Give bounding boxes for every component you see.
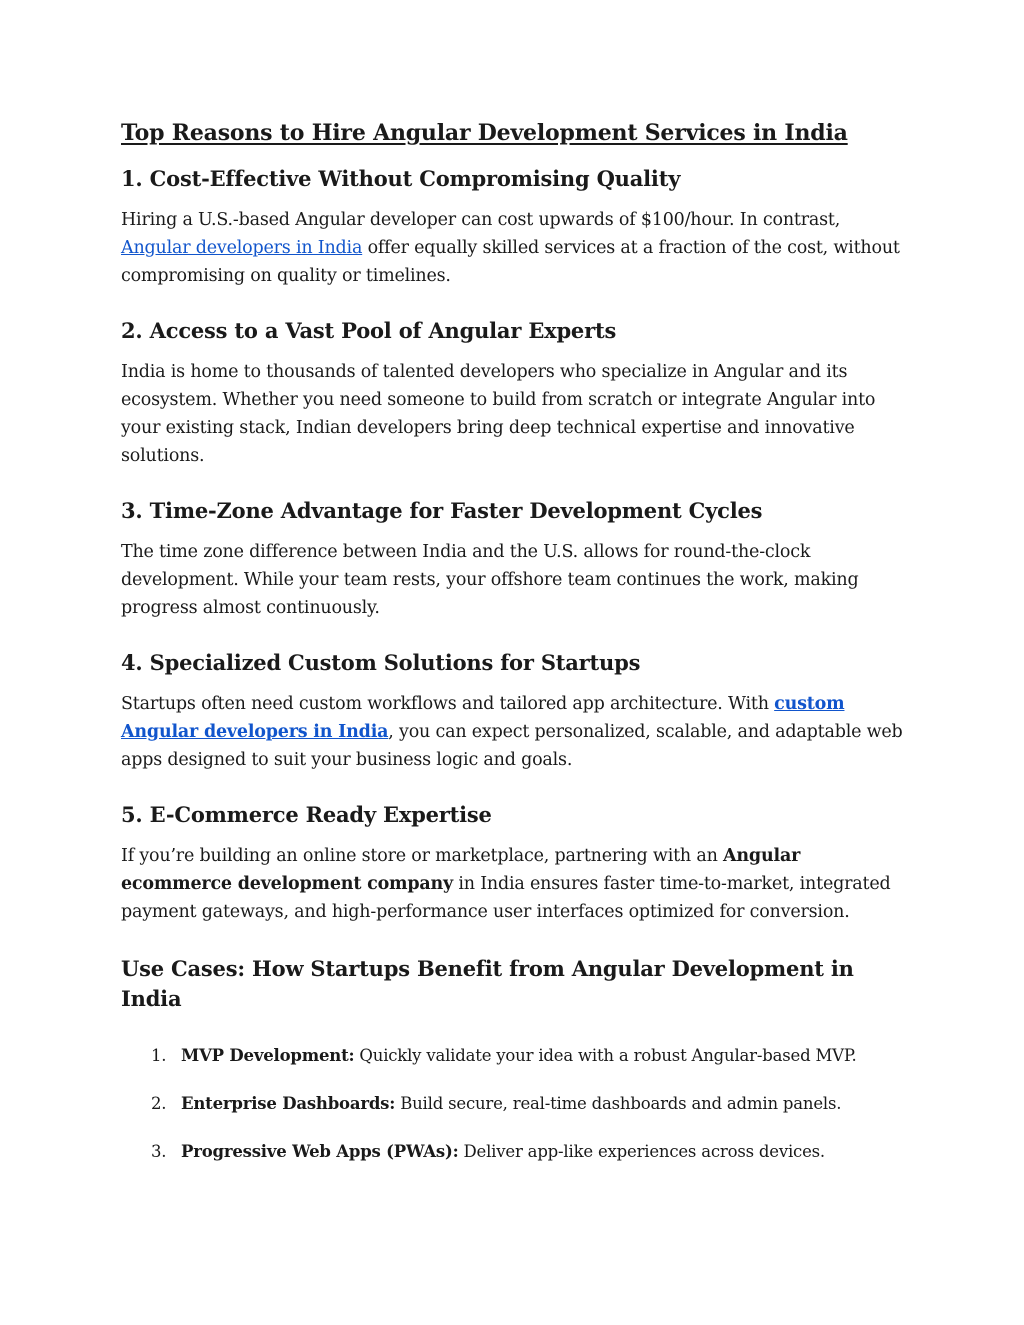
list-number: 3. [151,1142,167,1161]
list-number: 2. [151,1094,167,1113]
bold-phrase: Angular ecommerce development company [121,846,801,894]
list-item [121,1044,911,1068]
section-paragraph-4: Startups often need custom workflows and tailored app architecture. With custom Angular developers in India, you can expect personalized, scalable, and adaptable web apps designed to suit your business logic and goals. [121,694,903,770]
section-paragraph-2: India is home to thousands of talented developers who specialize in Angular and its ecosystem. Whether you need someone to build from scratch or integrate Angular into your existing stack, Indian developers bring deep technical expertise and innovative solutions. [121,362,876,466]
use-cases-heading: Use Cases: How Startups Benefit from Angular Development in India [121,956,854,1011]
list-item-label: Enterprise Dashboards: [181,1094,396,1113]
list-item [121,1140,911,1164]
section-paragraph-3: The time zone difference between India and the U.S. allows for round-the-clock development. While your team rests, your offshore team continues the work, making progress almost continuously. [121,542,859,618]
angular-developers-india-link[interactable]: Angular developers in India [121,238,363,258]
list-item-text: Deliver app-like experiences across devices. [458,1142,825,1161]
section-heading-1: 1. Cost-Effective Without Compromising Quality [121,166,681,191]
document-page [121,117,911,1188]
list-item-text: Quickly validate your idea with a robust Angular-based MVP. [354,1046,857,1065]
section-paragraph-1: Hiring a U.S.-based Angular developer can cost upwards of $100/hour. In contrast, Angular developers in India offer equally skilled services at a fraction of the cost, without compromising on quality or timelines. [121,210,900,286]
section-heading-4: 4. Specialized Custom Solutions for Startups [121,650,641,675]
list-number: 1. [151,1046,167,1065]
section-heading-5: 5. E-Commerce Ready Expertise [121,802,492,827]
page-title: Top Reasons to Hire Angular Development Services in India [121,120,848,146]
section-heading-3: 3. Time-Zone Advantage for Faster Development Cycles [121,498,763,523]
custom-angular-developers-link[interactable]: custom Angular developers in India [121,694,845,742]
section-heading-2: 2. Access to a Vast Pool of Angular Experts [121,318,617,343]
section-paragraph-5: If you’re building an online store or marketplace, partnering with an Angular ecommerce development company in India ensures faster time-to-market, integrated payment gateways, and high-performance user interfaces optimized for conversion. [121,846,891,922]
list-item-text: Build secure, real-time dashboards and admin panels. [395,1094,842,1113]
list-item-label: Progressive Web Apps (PWAs): [181,1142,459,1161]
use-cases-list [121,1044,911,1164]
list-item [121,1092,911,1116]
list-item-label: MVP Development: [181,1046,355,1065]
